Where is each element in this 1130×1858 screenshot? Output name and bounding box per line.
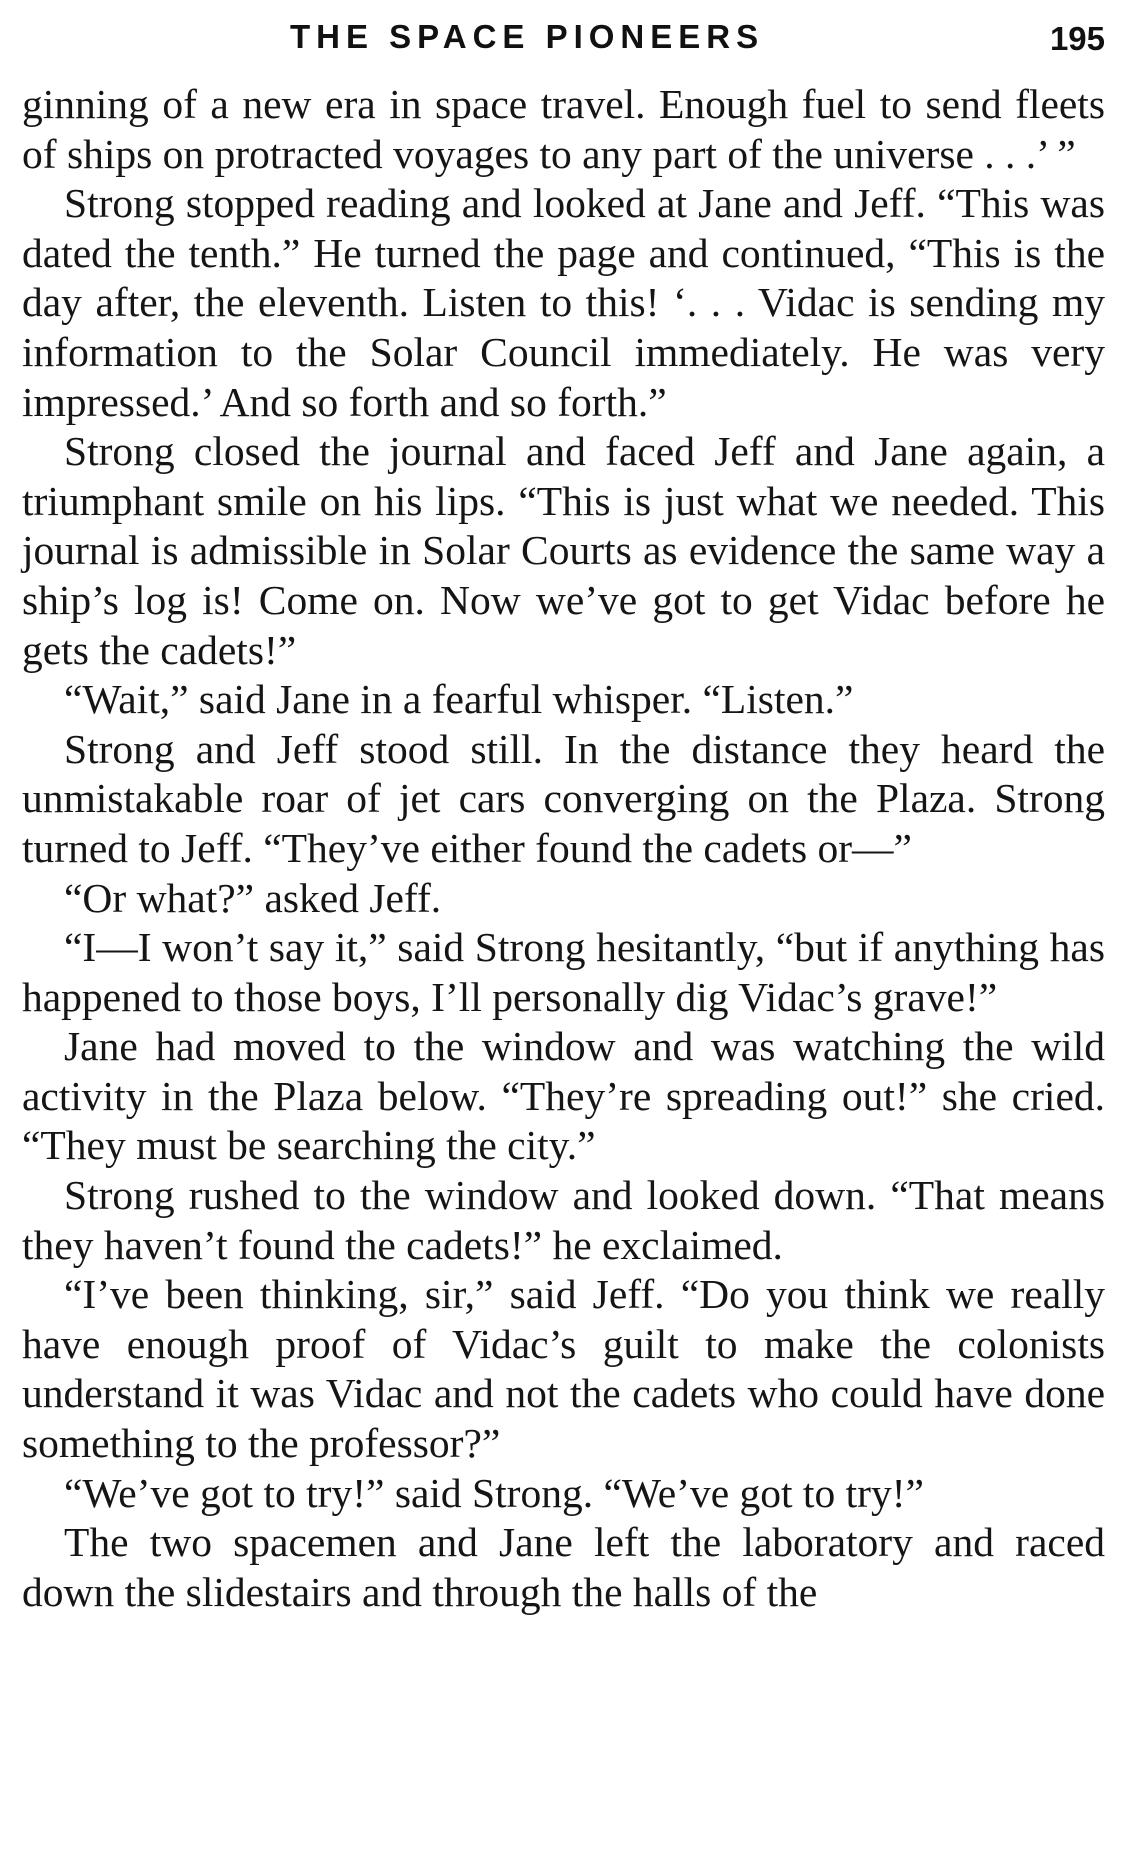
paragraph: “I’ve been thinking, sir,” said Jeff. “Do you think we really have enough proof of Vidac’s guilt to make the colonists understand it was Vidac and not the cadets who could have done something to the professor?” — [22, 1271, 1105, 1467]
page-header — [0, 14, 1105, 64]
paragraph: ginning of a new era in space travel. Enough fuel to send fleets of ships on protracted voyages to any part of the universe . . .’ ” — [22, 81, 1105, 177]
paragraph: Strong closed the journal and faced Jeff and Jane again, a triumphant smile on his lips. “This is just what we needed. This journal is admissible in Solar Courts as evidence the same way a ship’s log is! Come on. Now we’ve got to get Vidac before he gets the cadets!” — [22, 428, 1105, 673]
paragraph: The two spacemen and Jane left the laboratory and raced down the slidestairs and through the halls of the — [22, 1519, 1105, 1615]
paragraph: Jane had moved to the window and was watching the wild activity in the Plaza below. “They’re spreading out!” she cried. “They must be searching the city.” — [22, 1023, 1105, 1169]
paragraph: Strong rushed to the window and looked down. “That means they haven’t found the cadets!” he exclaimed. — [22, 1172, 1105, 1268]
running-title: THE SPACE PIONEERS — [290, 18, 765, 55]
paragraph: “Wait,” said Jane in a fearful whisper. “Listen.” — [64, 676, 854, 723]
paragraph: “I—I won’t say it,” said Strong hesitantly, “but if anything has happened to those boys, I’ll personally dig Vidac’s grave!” — [22, 924, 1105, 1020]
paragraph: “We’ve got to try!” said Strong. “We’ve got to try!” — [64, 1469, 924, 1516]
paragraph: “Or what?” asked Jeff. — [64, 874, 442, 921]
paragraph: Strong and Jeff stood still. In the distance they heard the unmistakable roar of jet cars converging on the Plaza. Strong turned to Jeff. “They’ve either found the cadets or—” — [22, 725, 1105, 871]
paragraph: Strong stopped reading and looked at Jane and Jeff. “This was dated the tenth.” He turned the page and continued, “This is the day after, the eleventh. Listen to this! ‘. . . Vidac is sending my information to the Solar Council immediately. He was very impressed.’ And so forth and so forth.” — [22, 180, 1105, 425]
page-number: 195 — [1049, 20, 1105, 57]
body-text — [22, 80, 1105, 1617]
